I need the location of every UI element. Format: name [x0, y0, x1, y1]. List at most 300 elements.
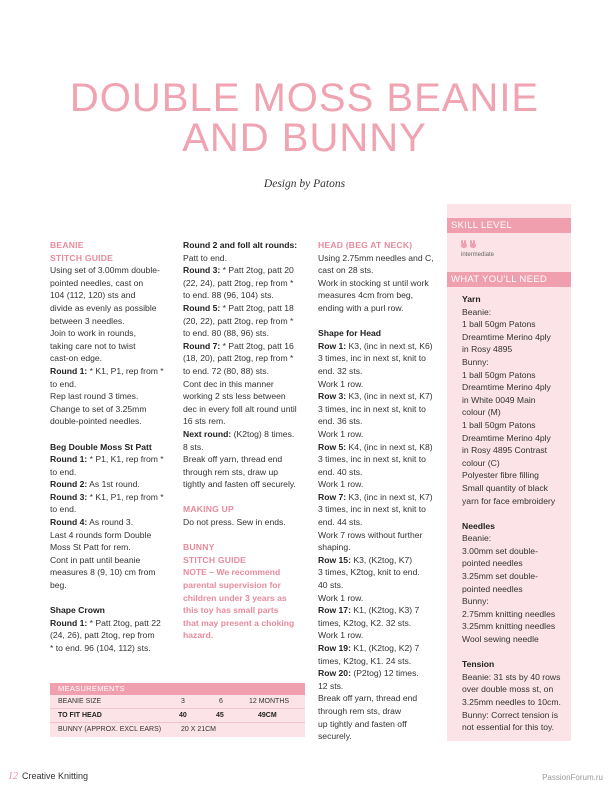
material-line	[462, 356, 570, 369]
instruction-text: through rem sts, draw up	[183, 466, 279, 477]
instruction-text: Work 1 row.	[318, 479, 364, 490]
instruction-text: Cont dec in this manner	[183, 378, 274, 389]
instruction-text: 3.25mm knitting needles	[462, 621, 556, 632]
instruction-text: * Patt 2tog, patt 16	[220, 340, 294, 351]
instruction-line	[50, 352, 176, 365]
step-label: Row 19:	[318, 643, 351, 653]
step-label: Next round:	[183, 428, 232, 439]
step-label: Round 3:	[183, 265, 221, 276]
instruction-text: As 1st round.	[87, 479, 140, 490]
material-line	[462, 608, 570, 621]
instruction-line	[50, 566, 176, 579]
instruction-text: parental supervision for	[183, 580, 281, 591]
measurements-heading: MEASUREMENTS	[50, 683, 305, 695]
material-line	[462, 658, 570, 671]
measurement-value: 3	[181, 698, 185, 705]
instruction-text: * K1, P1, rep from *	[87, 491, 164, 502]
instruction-text: not essential for this toy.	[462, 722, 555, 733]
material-line	[462, 557, 570, 570]
instruction-text: Bunny: Correct tension is	[462, 709, 559, 720]
instruction-text: Work 1 row.	[318, 378, 364, 389]
instruction-line	[183, 378, 311, 391]
instruction-line	[183, 415, 311, 428]
instruction-line	[50, 378, 176, 391]
material-line	[462, 343, 570, 356]
instruction-line	[183, 352, 311, 365]
materials-list	[462, 293, 570, 734]
instruction-line	[183, 302, 311, 315]
spacer	[318, 315, 444, 328]
instruction-text: Beanie:	[462, 533, 492, 544]
instruction-text: (24, 26), patt 2tog, rep from	[50, 630, 155, 641]
instruction-text: MAKING UP	[183, 504, 234, 515]
instruction-text: Beanie:	[462, 306, 492, 317]
instruction-text: double-pointed needles.	[50, 416, 142, 427]
instruction-text: colour (M)	[462, 407, 501, 418]
measurement-row	[50, 709, 305, 723]
instruction-line	[318, 302, 444, 315]
safety-note	[183, 604, 311, 617]
instruction-line	[183, 478, 311, 491]
instruction-text: Change to set of 3.25mm	[50, 403, 147, 414]
step-label: Tension	[462, 659, 495, 670]
instruction-line	[318, 340, 444, 353]
instruction-text: Work 1 row.	[318, 592, 364, 603]
instruction-text: K4, (inc in next st, K8)	[346, 441, 433, 452]
material-line	[462, 532, 570, 545]
instruction-text: colour (C)	[462, 457, 500, 468]
instruction-text: Work 1 row.	[318, 630, 364, 641]
instruction-text: Bunny:	[462, 356, 489, 367]
material-line	[462, 520, 570, 533]
instruction-text: Dreamtime Merino 4ply	[462, 382, 551, 393]
instruction-text: 104 (112, 120) sts and	[50, 290, 136, 301]
instruction-line	[318, 541, 444, 554]
material-line	[462, 633, 570, 646]
safety-note	[183, 629, 311, 642]
instruction-text: in White 0049 Main	[462, 394, 536, 405]
step-label: Shape Crown	[50, 605, 105, 616]
instruction-line	[183, 403, 311, 416]
instruction-text: in Rosy 4895	[462, 344, 513, 355]
instruction-line	[318, 718, 444, 731]
instruction-line	[50, 617, 176, 630]
instruction-text: in Rosy 4895 Contrast	[462, 445, 548, 456]
what-you-need-heading: WHAT YOU'LL NEED	[447, 272, 571, 287]
instruction-text: * P1, K1, rep from *	[87, 454, 164, 465]
step-label: Shape for Head	[318, 328, 382, 339]
spacer	[50, 428, 176, 441]
step-label: Row 3:	[318, 391, 347, 402]
instruction-text: 1 ball 50gm Patons	[462, 369, 536, 380]
instruction-line	[183, 441, 311, 454]
instruction-text: to end.	[50, 378, 77, 389]
instruction-text: * K1, P1, rep from *	[87, 365, 164, 376]
instruction-text: pointed needles, cast on	[50, 277, 144, 288]
section-heading	[183, 541, 311, 554]
instruction-line	[183, 289, 311, 302]
step-label: Round 1:	[50, 365, 88, 376]
step-label: Row 1:	[318, 340, 347, 351]
step-label: Round 7:	[183, 340, 221, 351]
pattern-column-3	[318, 239, 444, 743]
instruction-text: end. 44 sts.	[318, 517, 363, 528]
instruction-text: 16 sts rem.	[183, 416, 226, 427]
instruction-line	[50, 478, 176, 491]
instruction-line	[318, 390, 444, 403]
instruction-text: Wool sewing needle	[462, 634, 539, 645]
instruction-line	[318, 592, 444, 605]
instruction-line	[50, 453, 176, 466]
section-heading	[183, 554, 311, 567]
instruction-text: yarn for face embroidery	[462, 495, 556, 506]
material-line	[462, 432, 570, 445]
measurement-value: 20 X 21CM	[181, 726, 217, 733]
safety-note	[183, 592, 311, 605]
step-label: Row 17:	[318, 605, 351, 616]
step-label: Round 2 and foll alt rounds:	[183, 240, 298, 250]
instruction-line	[318, 566, 444, 579]
instruction-line	[50, 642, 176, 655]
measurement-value: 45	[216, 712, 224, 719]
instruction-text: 3 times, inc in next st, knit to	[318, 403, 426, 414]
skill-level-heading: SKILL LEVEL	[447, 218, 571, 233]
material-line	[462, 696, 570, 709]
material-line	[462, 570, 570, 583]
material-line	[462, 394, 570, 407]
instruction-line	[318, 680, 444, 693]
instruction-line	[318, 277, 444, 290]
instruction-line	[318, 289, 444, 302]
step-label: Row 20:	[318, 668, 351, 679]
material-line	[462, 318, 570, 331]
instruction-line	[50, 604, 176, 617]
instruction-text: cast on 28 sts.	[318, 265, 374, 276]
instruction-text: 3.25mm needles to 10cm.	[462, 697, 561, 707]
material-line	[462, 721, 570, 734]
step-label: Row 15:	[318, 554, 351, 565]
watermark: PassionForum.ru	[542, 773, 603, 782]
measurement-label: BUNNY (APPROX. EXCL EARS)	[58, 726, 162, 733]
instruction-text: times, K2tog, K2. 32 sts.	[318, 617, 412, 628]
instruction-text: measures 8 (9, 10) cm from	[50, 567, 156, 578]
material-line	[462, 369, 570, 382]
step-label: Needles	[462, 520, 495, 531]
instruction-line	[318, 730, 444, 743]
instruction-text: that may present a choking	[183, 617, 295, 628]
instruction-line	[318, 365, 444, 378]
instruction-line	[183, 327, 311, 340]
instruction-text: K3, (inc in next st, K6)	[346, 340, 433, 351]
material-line	[462, 381, 570, 394]
instruction-text: Patt to end.	[183, 252, 227, 263]
instruction-text: times, K2tog, K1. 24 sts.	[318, 655, 412, 666]
instruction-text: end. 36 sts.	[318, 416, 363, 427]
instruction-line	[50, 289, 176, 302]
designer-byline: Design by Patons	[263, 178, 346, 190]
instruction-text: 1 ball 50gm Patons	[462, 419, 536, 430]
instruction-line	[318, 403, 444, 416]
instruction-text: cast-on edge.	[50, 353, 103, 364]
material-line	[462, 595, 570, 608]
instruction-line	[50, 554, 176, 567]
instruction-text: (18, 20), patt 2tog, rep from *	[183, 353, 294, 364]
instruction-line	[318, 428, 444, 441]
instruction-line	[318, 453, 444, 466]
measurement-value: 6	[219, 698, 223, 705]
magazine-name: Creative Knitting	[22, 771, 89, 781]
instruction-text: 12 sts.	[318, 680, 344, 691]
instruction-text: K1, (K2tog, K3) 7	[350, 605, 420, 616]
instruction-text: end. 40 sts.	[318, 466, 363, 477]
instruction-line	[318, 415, 444, 428]
skill-level-icons	[461, 240, 476, 248]
instruction-text: Do not press. Sew in ends.	[183, 517, 286, 528]
instruction-text: Rep last round 3 times.	[50, 391, 139, 402]
instruction-text: Work in stocking st until work	[318, 277, 429, 288]
instruction-text: pointed needles	[462, 583, 523, 594]
instruction-text: through rem sts, draw	[318, 705, 402, 716]
instruction-line	[183, 365, 311, 378]
safety-note	[183, 566, 311, 579]
instruction-text: 3 times, inc in next st, knit to	[318, 353, 426, 364]
step-label: Round 5:	[183, 302, 221, 313]
instruction-text: to end.	[50, 466, 77, 477]
measurement-label: TO FIT HEAD	[58, 712, 102, 719]
instruction-line	[318, 327, 444, 340]
instruction-text: end. 32 sts.	[318, 365, 363, 376]
title-line-1: DOUBLE MOSS BEANIE	[69, 76, 540, 120]
instruction-line	[50, 390, 176, 403]
safety-note	[183, 617, 311, 630]
material-line	[462, 545, 570, 558]
section-heading	[50, 239, 176, 252]
instruction-text: to end.	[50, 504, 77, 515]
pattern-column-1	[50, 239, 176, 655]
pattern-column-2	[183, 239, 311, 642]
material-line	[462, 620, 570, 633]
spacer	[183, 529, 311, 542]
material-line	[462, 293, 570, 306]
instruction-text: 8 sts.	[183, 441, 204, 452]
material-line	[462, 419, 570, 432]
instruction-line	[318, 642, 444, 655]
instruction-line	[318, 491, 444, 504]
instruction-line	[50, 264, 176, 277]
instruction-text: this toy has small parts	[183, 605, 279, 616]
material-line	[462, 671, 570, 684]
instruction-line	[50, 541, 176, 554]
instruction-line	[50, 315, 176, 328]
instruction-text: Beanie: 31 sts by 40 rows	[462, 671, 561, 682]
instruction-line	[183, 390, 311, 403]
step-label: Round 1:	[50, 617, 88, 628]
instruction-line	[318, 466, 444, 479]
spacer	[462, 646, 570, 659]
instruction-line	[50, 302, 176, 315]
instruction-text: beg.	[50, 580, 67, 591]
instruction-text: 3.25mm set double-	[462, 571, 538, 582]
material-line	[462, 306, 570, 319]
instruction-text: K3, (inc in next st, K7)	[346, 391, 433, 402]
instruction-text: 3 times, inc in next st, knit to	[318, 454, 426, 465]
instruction-text: Join to work in rounds,	[50, 328, 136, 339]
instruction-text: (K2tog) 8 times.	[231, 428, 295, 439]
step-label: Round 3:	[50, 491, 88, 502]
instruction-line	[50, 629, 176, 642]
instruction-line	[183, 516, 311, 529]
instruction-line	[318, 617, 444, 630]
instruction-line	[50, 579, 176, 592]
page-number: 12	[8, 771, 18, 782]
instruction-text: 1 ball 50gm Patons	[462, 319, 536, 330]
instruction-text: STITCH GUIDE	[183, 554, 247, 565]
bunny-icon	[461, 240, 467, 248]
instruction-text: HEAD (BEG AT NECK)	[318, 240, 413, 250]
instruction-text: divide as evenly as possible	[50, 302, 157, 313]
instruction-text: Cont in patt until beanie	[50, 554, 141, 565]
step-label: Round 4:	[50, 517, 88, 528]
instruction-text: BUNNY	[183, 542, 215, 553]
measurement-value: 49CM	[258, 712, 277, 719]
instruction-text: K3, (inc in next st, K7)	[346, 491, 433, 502]
instruction-text: between 3 needles.	[50, 315, 125, 326]
instruction-line	[183, 453, 311, 466]
instruction-text: 3 times, K2tog, knit to end.	[318, 567, 420, 578]
step-label: Row 7:	[318, 491, 347, 502]
page-title	[0, 78, 609, 158]
instruction-text: STITCH GUIDE	[50, 252, 114, 263]
instruction-line	[318, 516, 444, 529]
safety-note	[183, 579, 311, 592]
instruction-text: 2.75mm knitting needles	[462, 608, 556, 619]
instruction-text: (P2tog) 12 times.	[350, 668, 419, 679]
instruction-text: children under 3 years as	[183, 592, 287, 603]
instruction-text: to end. 88 (96, 104) sts.	[183, 290, 274, 301]
instruction-line	[50, 491, 176, 504]
section-heading	[183, 503, 311, 516]
instruction-text: measures 4cm from beg,	[318, 290, 414, 301]
instruction-line	[318, 667, 444, 680]
instruction-text: securely.	[318, 731, 352, 742]
instruction-text: tightly and fasten off securely.	[183, 479, 296, 490]
page-footer	[8, 771, 88, 782]
instruction-line	[183, 252, 311, 265]
instruction-line	[183, 315, 311, 328]
instruction-text: * to end. 96 (104, 112) sts.	[50, 643, 151, 653]
instruction-line	[318, 655, 444, 668]
instruction-text: 40 sts.	[318, 580, 344, 591]
instruction-text: (22, 24), patt 2tog, rep from *	[183, 277, 294, 288]
instruction-line	[183, 264, 311, 277]
instruction-line	[318, 441, 444, 454]
instruction-text: K3, (K2tog, K7)	[350, 554, 413, 565]
instruction-text: Break off yarn, thread end	[183, 454, 283, 465]
instruction-line	[318, 629, 444, 642]
material-line	[462, 469, 570, 482]
instruction-text: Dreamtime Merino 4ply	[462, 331, 551, 342]
material-line	[462, 331, 570, 344]
instruction-text: taking care not to twist	[50, 340, 136, 351]
measurement-label: BEANIE SIZE	[58, 698, 102, 705]
instruction-line	[318, 692, 444, 705]
instruction-text: Using set of 3.00mm double-	[50, 265, 160, 276]
instruction-line	[318, 264, 444, 277]
instruction-text: to end. 80 (88, 96) sts.	[183, 328, 269, 339]
instruction-line	[318, 478, 444, 491]
instruction-text: Using 2.75mm needles and C,	[318, 252, 434, 263]
instruction-text: hazard.	[183, 630, 214, 641]
instruction-line	[183, 466, 311, 479]
instruction-line	[50, 365, 176, 378]
instruction-text: 3 times, inc in next st, knit to	[318, 504, 426, 515]
material-line	[462, 444, 570, 457]
instruction-line	[318, 378, 444, 391]
section-heading	[318, 239, 444, 252]
instruction-text: K1, (K2tog, K2) 7	[350, 643, 420, 653]
instruction-line	[318, 529, 444, 542]
step-label: Row 5:	[318, 441, 347, 452]
instruction-text: working 2 sts less between	[183, 391, 286, 402]
instruction-line	[50, 441, 176, 454]
instruction-line	[318, 252, 444, 265]
title-line-2: AND BUNNY	[182, 116, 427, 160]
spacer	[183, 491, 311, 504]
instruction-line	[318, 503, 444, 516]
material-line	[462, 457, 570, 470]
instruction-line	[50, 516, 176, 529]
measurements-table	[50, 683, 305, 737]
instruction-line	[50, 403, 176, 416]
instruction-text: to end. 72 (80, 88) sts.	[183, 365, 269, 376]
instruction-text: As round 3.	[87, 517, 134, 528]
step-label: Beg Double Moss St Patt	[50, 441, 152, 452]
instruction-text: ending with a purl row.	[318, 302, 404, 313]
instruction-text: (20, 22), patt 2tog, rep from *	[183, 315, 294, 326]
instruction-text: Work 7 rows without further	[318, 529, 423, 540]
measurement-value: 12 MONTHS	[249, 698, 290, 705]
instruction-text: BEANIE	[50, 240, 84, 250]
instruction-line	[183, 239, 311, 252]
instruction-text: shaping.	[318, 542, 351, 553]
instruction-line	[50, 415, 176, 428]
instruction-line	[50, 340, 176, 353]
instruction-line	[50, 327, 176, 340]
instruction-text: Break off yarn, thread end	[318, 693, 418, 704]
instruction-line	[183, 340, 311, 353]
instruction-text: up tightly and fasten off	[318, 718, 407, 729]
instruction-text: 3.00mm set double-	[462, 545, 538, 556]
measurement-row	[50, 723, 305, 737]
instruction-line	[50, 529, 176, 542]
step-label: Yarn	[462, 294, 481, 304]
instruction-text: * Patt 2tog, patt 18	[220, 302, 294, 313]
material-line	[462, 406, 570, 419]
instruction-text: Small quantity of black	[462, 482, 548, 493]
measurement-value: 40	[179, 712, 187, 719]
section-heading	[50, 252, 176, 265]
bunny-icon	[470, 240, 476, 248]
spacer	[462, 507, 570, 520]
instruction-line	[318, 705, 444, 718]
instruction-line	[183, 277, 311, 290]
instruction-text: Bunny:	[462, 596, 489, 607]
instruction-text: NOTE – We recommend	[183, 567, 281, 578]
instruction-text: Work 1 row.	[318, 428, 364, 439]
instruction-line	[50, 503, 176, 516]
instruction-line	[183, 428, 311, 441]
spacer	[50, 592, 176, 605]
